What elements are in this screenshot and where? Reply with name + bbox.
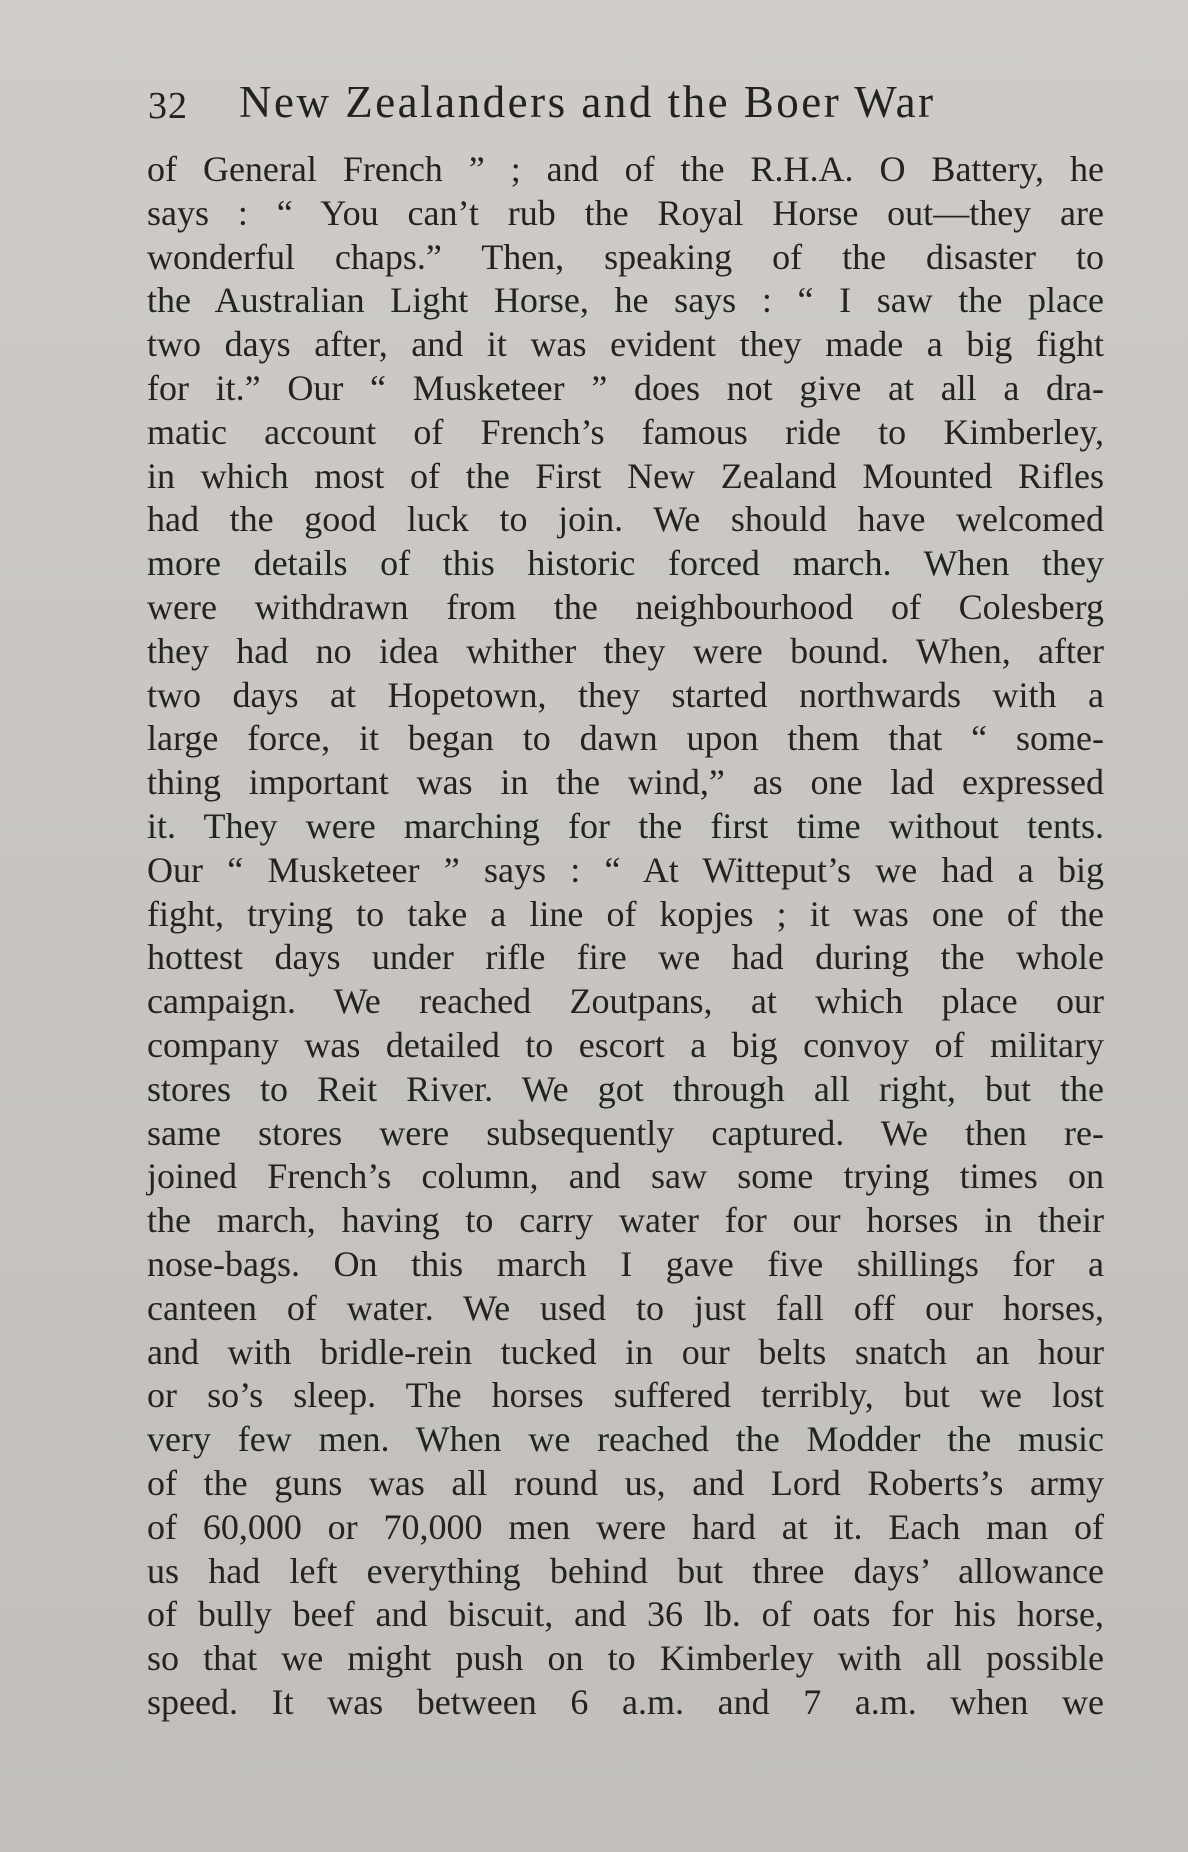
text-line: speed. It was between 6 a.m. and 7 a.m. when we — [147, 1681, 1104, 1722]
body-text — [147, 148, 1104, 1725]
text-line: or so’s sleep. The horses suffered terribly, but we lost — [147, 1375, 1104, 1416]
text-line: of the guns was all round us, and Lord Roberts’s army — [147, 1462, 1104, 1503]
text-line: in which most of the First New Zealand Mounted Rifles — [147, 455, 1104, 496]
text-line: of bully beef and biscuit, and 36 lb. of oats for his horse, — [147, 1594, 1104, 1635]
text-line: matic account of French’s famous ride to Kimberley, — [147, 411, 1104, 452]
text-line: says : “ You can’t rub the Royal Horse out—they are — [147, 192, 1104, 233]
text-line: more details of this historic forced march. When they — [147, 543, 1104, 584]
text-line: two days after, and it was evident they made a big fight — [147, 324, 1104, 365]
text-line: were withdrawn from the neighbourhood of Colesberg — [147, 586, 1104, 627]
running-header — [148, 76, 1108, 136]
text-line: the Australian Light Horse, he says : “ I saw the place — [147, 280, 1104, 321]
text-line: nose-bags. On this march I gave five shillings for a — [147, 1243, 1104, 1284]
text-line: it. They were marching for the first time without tents. — [147, 805, 1104, 846]
text-line: of General French ” ; and of the R.H.A. O Battery, he — [147, 149, 1104, 189]
text-line: joined French’s column, and saw some trying times on — [147, 1156, 1104, 1197]
text-line: thing important was in the wind,” as one lad expressed — [147, 762, 1104, 803]
text-line: large force, it began to dawn upon them that “ some- — [147, 718, 1104, 759]
text-line: hottest days under rifle fire we had during the whole — [147, 937, 1104, 978]
text-line: had the good luck to join. We should have welcomed — [147, 499, 1104, 540]
text-line: wonderful chaps.” Then, speaking of the disaster to — [147, 236, 1104, 277]
text-line: same stores were subsequently captured. We then re- — [147, 1112, 1104, 1153]
text-line: stores to Reit River. We got through all right, but the — [147, 1068, 1104, 1109]
text-line: fight, trying to take a line of kopjes ; it was one of the — [147, 893, 1104, 934]
text-line: very few men. When we reached the Modder the music — [147, 1419, 1104, 1460]
running-title: New Zealanders and the Boer War — [239, 77, 936, 127]
text-line: for it.” Our “ Musketeer ” does not give at all a dra- — [147, 367, 1104, 408]
text-line: us had left everything behind but three days’ allowance — [147, 1550, 1104, 1591]
text-line: Our “ Musketeer ” says : “ At Witteput’s we had a big — [147, 849, 1104, 890]
text-line: and with bridle-rein tucked in our belts snatch an hour — [147, 1331, 1104, 1372]
page-number: 32 — [148, 85, 188, 127]
text-line: company was detailed to escort a big convoy of military — [147, 1024, 1104, 1065]
text-line: canteen of water. We used to just fall off our horses, — [147, 1287, 1104, 1328]
text-line: two days at Hopetown, they started northwards with a — [147, 674, 1104, 715]
text-line: of 60,000 or 70,000 men were hard at it. Each man of — [147, 1506, 1104, 1547]
text-line: campaign. We reached Zoutpans, at which place our — [147, 981, 1104, 1022]
text-line: they had no idea whither they were bound. When, after — [147, 630, 1104, 671]
text-line: the march, having to carry water for our horses in their — [147, 1200, 1104, 1241]
text-line: so that we might push on to Kimberley with all possible — [147, 1638, 1104, 1679]
